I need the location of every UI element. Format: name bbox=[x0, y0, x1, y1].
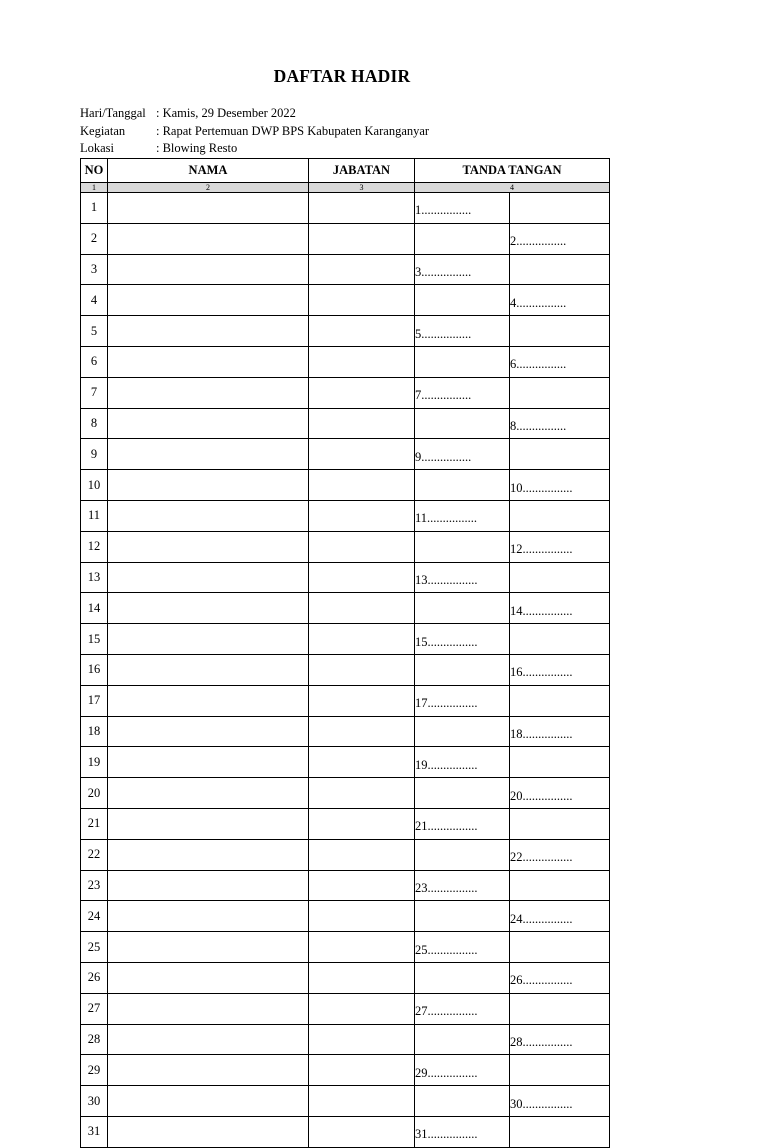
signature-blank-cell[interactable] bbox=[415, 593, 510, 624]
signature-cell[interactable] bbox=[415, 500, 510, 531]
row-number: 22 bbox=[81, 839, 108, 870]
nama-cell[interactable] bbox=[108, 470, 309, 501]
signature-blank-cell[interactable] bbox=[510, 808, 610, 839]
signature-blank-cell[interactable] bbox=[510, 439, 610, 470]
signature-number: 25 bbox=[415, 942, 428, 957]
signature-number: 1 bbox=[415, 203, 422, 218]
signature-blank-cell[interactable] bbox=[415, 223, 510, 254]
nama-cell[interactable] bbox=[108, 500, 309, 531]
signature-number: 15 bbox=[415, 634, 428, 649]
jabatan-cell[interactable] bbox=[309, 654, 415, 685]
table-row bbox=[81, 531, 610, 562]
jabatan-cell[interactable] bbox=[309, 1024, 415, 1055]
signature-blank-cell[interactable] bbox=[510, 1116, 610, 1147]
nama-cell[interactable] bbox=[108, 316, 309, 347]
signature-cell[interactable] bbox=[415, 1055, 510, 1086]
signature-dots: ................ bbox=[421, 264, 472, 279]
info-date-label: Hari/Tanggal bbox=[80, 106, 146, 120]
signature-dots: ................ bbox=[522, 480, 573, 495]
signature-number: 2 bbox=[510, 234, 517, 249]
signature-dots: ................ bbox=[421, 388, 472, 403]
signature-dots: ................ bbox=[427, 1065, 478, 1080]
jabatan-cell[interactable] bbox=[309, 624, 415, 655]
table-row bbox=[81, 285, 610, 316]
signature-blank-cell[interactable] bbox=[415, 962, 510, 993]
row-number: 27 bbox=[81, 993, 108, 1024]
nama-cell[interactable] bbox=[108, 408, 309, 439]
jabatan-cell[interactable] bbox=[309, 962, 415, 993]
signature-cell[interactable] bbox=[510, 593, 610, 624]
signature-number: 22 bbox=[510, 850, 523, 865]
signature-dots: ................ bbox=[522, 788, 573, 803]
row-number: 14 bbox=[81, 593, 108, 624]
signature-number: 13 bbox=[415, 572, 428, 587]
jabatan-cell[interactable] bbox=[309, 316, 415, 347]
signature-cell[interactable] bbox=[415, 316, 510, 347]
signature-blank-cell[interactable] bbox=[415, 1024, 510, 1055]
signature-blank-cell[interactable] bbox=[415, 1086, 510, 1117]
row-number: 4 bbox=[81, 285, 108, 316]
table-row bbox=[81, 223, 610, 254]
jabatan-cell[interactable] bbox=[309, 254, 415, 285]
row-number: 8 bbox=[81, 408, 108, 439]
jabatan-cell[interactable] bbox=[309, 839, 415, 870]
signature-blank-cell[interactable] bbox=[510, 316, 610, 347]
signature-number: 16 bbox=[510, 665, 523, 680]
jabatan-cell[interactable] bbox=[309, 1116, 415, 1147]
row-number: 19 bbox=[81, 747, 108, 778]
nama-cell[interactable] bbox=[108, 778, 309, 809]
nama-cell[interactable] bbox=[108, 439, 309, 470]
signature-cell[interactable] bbox=[415, 747, 510, 778]
row-number: 29 bbox=[81, 1055, 108, 1086]
row-number: 16 bbox=[81, 654, 108, 685]
info-activity-label: Kegiatan bbox=[80, 124, 126, 138]
row-number: 20 bbox=[81, 778, 108, 809]
row-number: 15 bbox=[81, 624, 108, 655]
signature-dots: ................ bbox=[427, 1127, 478, 1142]
header-row bbox=[81, 159, 610, 183]
signature-number: 31 bbox=[415, 1127, 428, 1142]
row-number: 7 bbox=[81, 377, 108, 408]
table-row bbox=[81, 808, 610, 839]
row-number: 25 bbox=[81, 932, 108, 963]
signature-dots: ................ bbox=[516, 357, 567, 372]
signature-dots: ................ bbox=[421, 449, 472, 464]
jabatan-cell[interactable] bbox=[309, 439, 415, 470]
signature-blank-cell[interactable] bbox=[510, 932, 610, 963]
header-tanda-tangan: TANDA TANGAN bbox=[415, 159, 610, 183]
jabatan-cell[interactable] bbox=[309, 408, 415, 439]
signature-blank-cell[interactable] bbox=[415, 778, 510, 809]
signature-number: 4 bbox=[510, 295, 517, 310]
signature-number: 11 bbox=[415, 511, 428, 526]
signature-dots: ................ bbox=[421, 203, 472, 218]
jabatan-cell[interactable] bbox=[309, 808, 415, 839]
table-row bbox=[81, 470, 610, 501]
table-row bbox=[81, 870, 610, 901]
nama-cell[interactable] bbox=[108, 562, 309, 593]
nama-cell[interactable] bbox=[108, 223, 309, 254]
signature-dots: ................ bbox=[522, 726, 573, 741]
row-number: 28 bbox=[81, 1024, 108, 1055]
signature-dots: ................ bbox=[427, 942, 478, 957]
nama-cell[interactable] bbox=[108, 1116, 309, 1147]
jabatan-cell[interactable] bbox=[309, 470, 415, 501]
nama-cell[interactable] bbox=[108, 1055, 309, 1086]
nama-cell[interactable] bbox=[108, 624, 309, 655]
row-number: 9 bbox=[81, 439, 108, 470]
nama-cell[interactable] bbox=[108, 1024, 309, 1055]
jabatan-cell[interactable] bbox=[309, 193, 415, 224]
header-no: NO bbox=[81, 159, 108, 183]
signature-blank-cell[interactable] bbox=[415, 531, 510, 562]
jabatan-cell[interactable] bbox=[309, 593, 415, 624]
nama-cell[interactable] bbox=[108, 716, 309, 747]
nama-cell[interactable] bbox=[108, 193, 309, 224]
signature-blank-cell[interactable] bbox=[510, 747, 610, 778]
document-title: DAFTAR HADIR bbox=[273, 66, 411, 86]
jabatan-cell[interactable] bbox=[309, 685, 415, 716]
table-row bbox=[81, 654, 610, 685]
table-row bbox=[81, 593, 610, 624]
signature-cell[interactable] bbox=[415, 870, 510, 901]
signature-number: 10 bbox=[510, 480, 523, 495]
row-number: 2 bbox=[81, 223, 108, 254]
nama-cell[interactable] bbox=[108, 654, 309, 685]
table-row bbox=[81, 778, 610, 809]
jabatan-cell[interactable] bbox=[309, 716, 415, 747]
signature-dots: ................ bbox=[522, 850, 573, 865]
nama-cell[interactable] bbox=[108, 747, 309, 778]
signature-number: 3 bbox=[415, 264, 422, 279]
signature-dots: ................ bbox=[427, 572, 478, 587]
row-number: 12 bbox=[81, 531, 108, 562]
signature-blank-cell[interactable] bbox=[510, 193, 610, 224]
row-number: 5 bbox=[81, 316, 108, 347]
signature-number: 9 bbox=[415, 449, 422, 464]
jabatan-cell[interactable] bbox=[309, 747, 415, 778]
attendance-rows bbox=[81, 193, 610, 1148]
signature-blank-cell[interactable] bbox=[510, 377, 610, 408]
jabatan-cell[interactable] bbox=[309, 778, 415, 809]
signature-number: 20 bbox=[510, 788, 523, 803]
signature-dots: ................ bbox=[427, 880, 478, 895]
signature-cell[interactable] bbox=[415, 439, 510, 470]
table-row bbox=[81, 839, 610, 870]
jabatan-cell[interactable] bbox=[309, 531, 415, 562]
column-number-4: 4 bbox=[415, 183, 610, 193]
signature-dots: ................ bbox=[516, 418, 567, 433]
signature-number: 8 bbox=[510, 418, 517, 433]
signature-blank-cell[interactable] bbox=[510, 685, 610, 716]
signature-blank-cell[interactable] bbox=[510, 254, 610, 285]
jabatan-cell[interactable] bbox=[309, 223, 415, 254]
signature-dots: ................ bbox=[516, 234, 567, 249]
row-number: 30 bbox=[81, 1086, 108, 1117]
signature-cell[interactable] bbox=[510, 839, 610, 870]
signature-blank-cell[interactable] bbox=[415, 654, 510, 685]
signature-cell[interactable] bbox=[415, 377, 510, 408]
signature-number: 30 bbox=[510, 1096, 523, 1111]
nama-cell[interactable] bbox=[108, 839, 309, 870]
signature-blank-cell[interactable] bbox=[510, 993, 610, 1024]
nama-cell[interactable] bbox=[108, 993, 309, 1024]
row-number: 31 bbox=[81, 1116, 108, 1147]
signature-cell[interactable] bbox=[415, 562, 510, 593]
nama-cell[interactable] bbox=[108, 254, 309, 285]
signature-dots: ................ bbox=[421, 326, 472, 341]
table-row bbox=[81, 346, 610, 377]
signature-cell[interactable] bbox=[510, 285, 610, 316]
signature-blank-cell[interactable] bbox=[510, 500, 610, 531]
jabatan-cell[interactable] bbox=[309, 500, 415, 531]
jabatan-cell[interactable] bbox=[309, 285, 415, 316]
signature-number: 19 bbox=[415, 757, 428, 772]
nama-cell[interactable] bbox=[108, 377, 309, 408]
info-location-value: : Blowing Resto bbox=[156, 141, 238, 155]
signature-cell[interactable] bbox=[510, 716, 610, 747]
row-number: 3 bbox=[81, 254, 108, 285]
row-number: 17 bbox=[81, 685, 108, 716]
signature-number: 7 bbox=[415, 388, 422, 403]
table-row bbox=[81, 316, 610, 347]
nama-cell[interactable] bbox=[108, 593, 309, 624]
table-row bbox=[81, 1116, 610, 1147]
signature-number: 5 bbox=[415, 326, 422, 341]
nama-cell[interactable] bbox=[108, 901, 309, 932]
signature-blank-cell[interactable] bbox=[415, 901, 510, 932]
nama-cell[interactable] bbox=[108, 808, 309, 839]
signature-dots: ................ bbox=[516, 295, 567, 310]
nama-cell[interactable] bbox=[108, 870, 309, 901]
table-row bbox=[81, 993, 610, 1024]
header-jabatan: JABATAN bbox=[309, 159, 415, 183]
jabatan-cell[interactable] bbox=[309, 1086, 415, 1117]
table-row bbox=[81, 408, 610, 439]
signature-dots: ................ bbox=[427, 1004, 478, 1019]
signature-number: 6 bbox=[510, 357, 517, 372]
table-row bbox=[81, 685, 610, 716]
jabatan-cell[interactable] bbox=[309, 993, 415, 1024]
row-number: 1 bbox=[81, 193, 108, 224]
signature-number: 12 bbox=[510, 542, 523, 557]
signature-number: 27 bbox=[415, 1004, 428, 1019]
nama-cell[interactable] bbox=[108, 685, 309, 716]
signature-blank-cell[interactable] bbox=[415, 346, 510, 377]
signature-blank-cell[interactable] bbox=[415, 470, 510, 501]
signature-dots: ................ bbox=[427, 819, 478, 834]
signature-cell[interactable] bbox=[415, 685, 510, 716]
signature-cell[interactable] bbox=[510, 778, 610, 809]
info-activity-value: : Rapat Pertemuan DWP BPS Kabupaten Karanganyar bbox=[156, 124, 430, 138]
nama-cell[interactable] bbox=[108, 962, 309, 993]
nama-cell[interactable] bbox=[108, 932, 309, 963]
signature-blank-cell[interactable] bbox=[415, 285, 510, 316]
row-number: 21 bbox=[81, 808, 108, 839]
signature-cell[interactable] bbox=[415, 932, 510, 963]
table-row bbox=[81, 901, 610, 932]
table-row bbox=[81, 254, 610, 285]
signature-cell[interactable] bbox=[510, 223, 610, 254]
signature-dots: ................ bbox=[522, 973, 573, 988]
table-row bbox=[81, 624, 610, 655]
signature-number: 24 bbox=[510, 911, 523, 926]
signature-cell[interactable] bbox=[510, 1024, 610, 1055]
row-number: 23 bbox=[81, 870, 108, 901]
signature-blank-cell[interactable] bbox=[510, 624, 610, 655]
table-row bbox=[81, 500, 610, 531]
signature-blank-cell[interactable] bbox=[510, 870, 610, 901]
signature-number: 29 bbox=[415, 1065, 428, 1080]
signature-blank-cell[interactable] bbox=[510, 1055, 610, 1086]
signature-cell[interactable] bbox=[510, 901, 610, 932]
signature-number: 21 bbox=[415, 819, 428, 834]
signature-cell[interactable] bbox=[510, 470, 610, 501]
jabatan-cell[interactable] bbox=[309, 346, 415, 377]
column-number-row bbox=[81, 183, 610, 193]
table-row bbox=[81, 962, 610, 993]
row-number: 13 bbox=[81, 562, 108, 593]
row-number: 26 bbox=[81, 962, 108, 993]
jabatan-cell[interactable] bbox=[309, 870, 415, 901]
signature-number: 14 bbox=[510, 603, 523, 618]
signature-dots: ................ bbox=[522, 603, 573, 618]
nama-cell[interactable] bbox=[108, 285, 309, 316]
jabatan-cell[interactable] bbox=[309, 1055, 415, 1086]
signature-dots: ................ bbox=[427, 511, 478, 526]
signature-dots: ................ bbox=[522, 542, 573, 557]
signature-cell[interactable] bbox=[510, 654, 610, 685]
signature-dots: ................ bbox=[522, 665, 573, 680]
nama-cell[interactable] bbox=[108, 531, 309, 562]
signature-dots: ................ bbox=[522, 1096, 573, 1111]
signature-dots: ................ bbox=[522, 911, 573, 926]
table-row bbox=[81, 1024, 610, 1055]
signature-number: 17 bbox=[415, 696, 428, 711]
signature-cell[interactable] bbox=[510, 346, 610, 377]
signature-cell[interactable] bbox=[415, 1116, 510, 1147]
jabatan-cell[interactable] bbox=[309, 932, 415, 963]
row-number: 11 bbox=[81, 500, 108, 531]
signature-dots: ................ bbox=[522, 1034, 573, 1049]
nama-cell[interactable] bbox=[108, 1086, 309, 1117]
row-number: 6 bbox=[81, 346, 108, 377]
signature-cell[interactable] bbox=[415, 808, 510, 839]
signature-number: 26 bbox=[510, 973, 523, 988]
signature-cell[interactable] bbox=[510, 408, 610, 439]
table-row bbox=[81, 716, 610, 747]
table-row bbox=[81, 1086, 610, 1117]
signature-blank-cell[interactable] bbox=[415, 716, 510, 747]
table-row bbox=[81, 193, 610, 224]
jabatan-cell[interactable] bbox=[309, 562, 415, 593]
signature-dots: ................ bbox=[427, 696, 478, 711]
signature-blank-cell[interactable] bbox=[510, 562, 610, 593]
table-row bbox=[81, 377, 610, 408]
signature-cell[interactable] bbox=[510, 531, 610, 562]
attendance-table bbox=[80, 158, 610, 1148]
table-row bbox=[81, 747, 610, 778]
signature-number: 28 bbox=[510, 1034, 523, 1049]
signature-cell[interactable] bbox=[510, 962, 610, 993]
column-number-2: 2 bbox=[108, 183, 309, 193]
nama-cell[interactable] bbox=[108, 346, 309, 377]
table-row bbox=[81, 562, 610, 593]
table-row bbox=[81, 1055, 610, 1086]
header-nama: NAMA bbox=[108, 159, 309, 183]
jabatan-cell[interactable] bbox=[309, 901, 415, 932]
row-number: 24 bbox=[81, 901, 108, 932]
signature-blank-cell[interactable] bbox=[415, 839, 510, 870]
info-date-value: : Kamis, 29 Desember 2022 bbox=[156, 106, 296, 120]
signature-number: 18 bbox=[510, 726, 523, 741]
signature-cell[interactable] bbox=[415, 193, 510, 224]
table-row bbox=[81, 932, 610, 963]
signature-cell[interactable] bbox=[415, 624, 510, 655]
info-location-label: Lokasi bbox=[80, 141, 115, 155]
signature-dots: ................ bbox=[427, 634, 478, 649]
row-number: 18 bbox=[81, 716, 108, 747]
signature-dots: ................ bbox=[427, 757, 478, 772]
row-number: 10 bbox=[81, 470, 108, 501]
signature-cell[interactable] bbox=[415, 254, 510, 285]
column-number-3: 3 bbox=[309, 183, 415, 193]
jabatan-cell[interactable] bbox=[309, 377, 415, 408]
signature-cell[interactable] bbox=[510, 1086, 610, 1117]
signature-cell[interactable] bbox=[415, 993, 510, 1024]
signature-number: 23 bbox=[415, 880, 428, 895]
column-number-1: 1 bbox=[81, 183, 108, 193]
table-row bbox=[81, 439, 610, 470]
signature-blank-cell[interactable] bbox=[415, 408, 510, 439]
